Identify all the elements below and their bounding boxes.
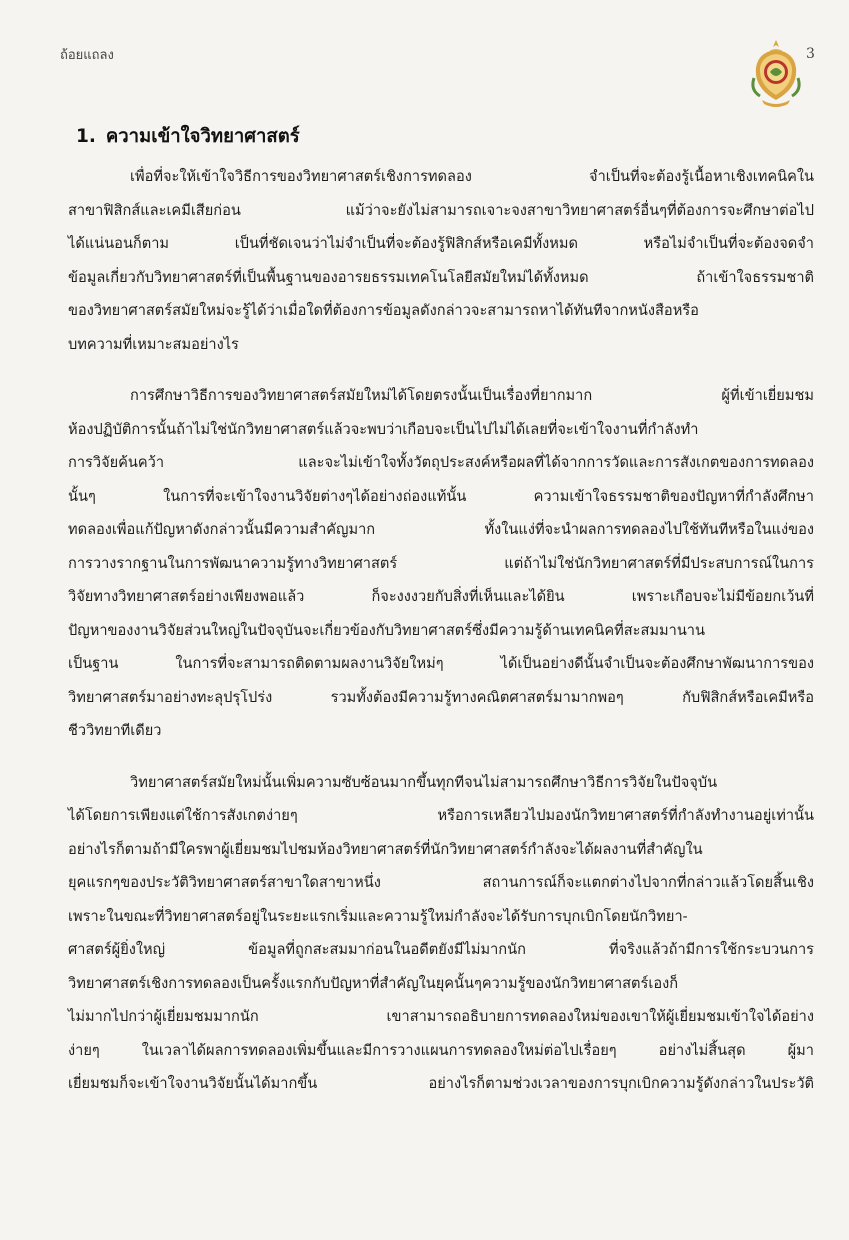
text-line: ยุคแรกๆของประวัติวิทยาศาสตร์สาขาใดสาขาหนึ่ง สถานการณ์ก็จะแตกต่างไปจากที่กล่าวแล้วโดยสิ้นเชิง [68,874,814,891]
section-heading [76,122,300,151]
text-line: เพื่อที่จะให้เข้าใจวิธีการของวิทยาศาสตร์เชิงการทดลอง จำเป็นที่จะต้องรู้เนื้อหาเชิงเทคนิคใน [130,168,814,185]
running-head: ถ้อยแถลง [60,48,114,63]
text-line: วิทยาศาสตร์เชิงการทดลองเป็นครั้งแรกกับปัญหาที่สำคัญในยุคนั้นๆความรู้ของนักวิทยาศาสตร์เองก็ [68,974,679,992]
body-text [68,160,814,1119]
text-line: ง่ายๆ ในเวลาได้ผลการทดลองเพิ่มขึ้นและมีการวางแผนการทดลองใหม่ต่อไปเรื่อยๆ อย่างไม่สิ้นสุด ผู้มา [68,1041,814,1059]
text-line: ชีววิทยาทีเดียว [68,722,162,739]
paragraph-1 [68,160,814,361]
text-line: ศาสตร์ผู้ยิ่งใหญ่ ข้อมูลที่ถูกสะสมมาก่อนในอดีตยังมีไม่มากนัก ที่จริงแล้วถ้ามีการใช้กระบวนการ [68,941,814,958]
text-line: สาขาฟิสิกส์และเคมีเสียก่อน แม้ว่าจะยังไม่สามารถเจาะจงสาขาวิทยาศาสตร์อื่นๆที่ต้องการจะศึกษาต่อไป [68,201,814,219]
text-line: อย่างไรก็ตามถ้ามีใครพาผู้เยี่ยมชมไปชมห้องวิทยาศาสตร์ที่นักวิทยาศาสตร์กำลังจะได้ผลงานที่สำคัญใน [68,840,703,858]
text-line: การศึกษาวิธีการของวิทยาศาสตร์สมัยใหม่ได้โดยตรงนั้นเป็นเรื่องที่ยากมาก ผู้ที่เข้าเยี่ยมชม [130,387,814,404]
section-number: 1. [76,126,96,147]
text-line: เป็นฐาน ในการที่จะสามารถติดตามผลงานวิจัยใหม่ๆ ได้เป็นอย่างดีนั้นจำเป็นจะต้องศึกษาพัฒนาการของ [68,655,814,672]
text-line: ข้อมูลเกี่ยวกับวิทยาศาสตร์ที่เป็นพื้นฐานของอารยธรรมเทคโนโลยีสมัยใหม่ได้ทั้งหมด ถ้าเข้าใจธรรมชาติ [68,268,814,286]
text-line: การวางรากฐานในการพัฒนาความรู้ทางวิทยาศาสตร์ แต่ถ้าไม่ใช่นักวิทยาศาสตร์ที่มีประสบการณ์ในการ [68,554,814,572]
text-line: ได้โดยการเพียงแต่ใช้การสังเกตง่ายๆ หรือการเหลียวไปมองนักวิทยาศาสตร์ที่กำลังทำงานอยู่เท่านั้น [68,807,814,824]
text-line: นั้นๆ ในการที่จะเข้าใจงานวิจัยต่างๆได้อย่างถ่องแท้นั้น ความเข้าใจธรรมชาติของปัญหาที่กำลังศึกษา [68,487,814,505]
text-line: ไม่มากไปกว่าผู้เยี่ยมชมมากนัก เขาสามารถอธิบายการทดลองใหม่ของเขาให้ผู้เยี่ยมชมเข้าใจได้อย่าง [68,1008,814,1025]
paragraph-3 [68,766,814,1101]
text-line: ปัญหาของงานวิจัยส่วนใหญ่ในปัจจุบันจะเกี่ยวข้องกับวิทยาศาสตร์ซึ่งมีความรู้ด้านเทคนิคที่สะสมมานาน [68,621,705,639]
text-line: ทดลองเพื่อแก้ปัญหาดังกล่าวนั้นมีความสำคัญมาก ทั้งในแง่ที่จะนำผลการทดลองไปใช้ทันทีหรือในแง่ของ [68,521,814,538]
paragraph-2 [68,379,814,748]
text-line: วิจัยทางวิทยาศาสตร์อย่างเพียงพอแล้ว ก็จะงงงวยกับสิ่งที่เห็นและได้ยิน เพราะเกือบจะไม่มีข้อยกเว้นที่ [68,588,814,605]
text-line: วิทยาศาสตร์มาอย่างทะลุปรุโปร่ง รวมทั้งต้องมีความรู้ทางคณิตศาสตร์มามากพอๆ กับฟิสิกส์หรือเคมีหรือ [68,688,814,706]
page-number: 3 [806,46,815,62]
text-line: การวิจัยค้นคว้า และจะไม่เข้าใจทั้งวัตถุประสงค์หรือผลที่ได้จากการวัดและการสังเกตของการทดลอง [68,454,814,471]
school-seal-emblem [748,38,804,110]
text-line: เพราะในขณะที่วิทยาศาสตร์อยู่ในระยะแรกเริ่มและความรู้ใหม่กำลังจะได้รับการบุกเบิกโดยนักวิทยา- [68,907,688,925]
section-title: ความเข้าใจวิทยาศาสตร์ [105,126,300,147]
text-line: วิทยาศาสตร์สมัยใหม่นั้นเพิ่มความซับซ้อนมากขึ้นทุกทีจนไม่สามารถศึกษาวิธีการวิจัยในปัจจุบัน [130,773,718,791]
text-line: ได้แน่นอนก็ตาม เป็นที่ชัดเจนว่าไม่จำเป็นที่จะต้องรู้ฟิสิกส์หรือเคมีทั้งหมด หรือไม่จำเป็นที่จะต้องจดจำ [68,235,814,252]
text-line: เยี่ยมชมก็จะเข้าใจงานวิจัยนั้นได้มากขึ้น อย่างไรก็ตามช่วงเวลาของการบุกเบิกความรู้ดังกล่าวในประวัติ [68,1075,814,1092]
text-line: ของวิทยาศาสตร์สมัยใหม่จะรู้ได้ว่าเมื่อใดที่ต้องการข้อมูลดังกล่าวจะสามารถหาได้ทันทีจากหนังสือหรือ [68,302,699,319]
text-line: ห้องปฏิบัติการนั้นถ้าไม่ใช่นักวิทยาศาสตร์แล้วจะพบว่าเกือบจะเป็นไปไม่ได้เลยที่จะเข้าใจงานที่กำลังทำ [68,420,699,438]
text-line: บทความที่เหมาะสมอย่างไร [68,335,239,353]
